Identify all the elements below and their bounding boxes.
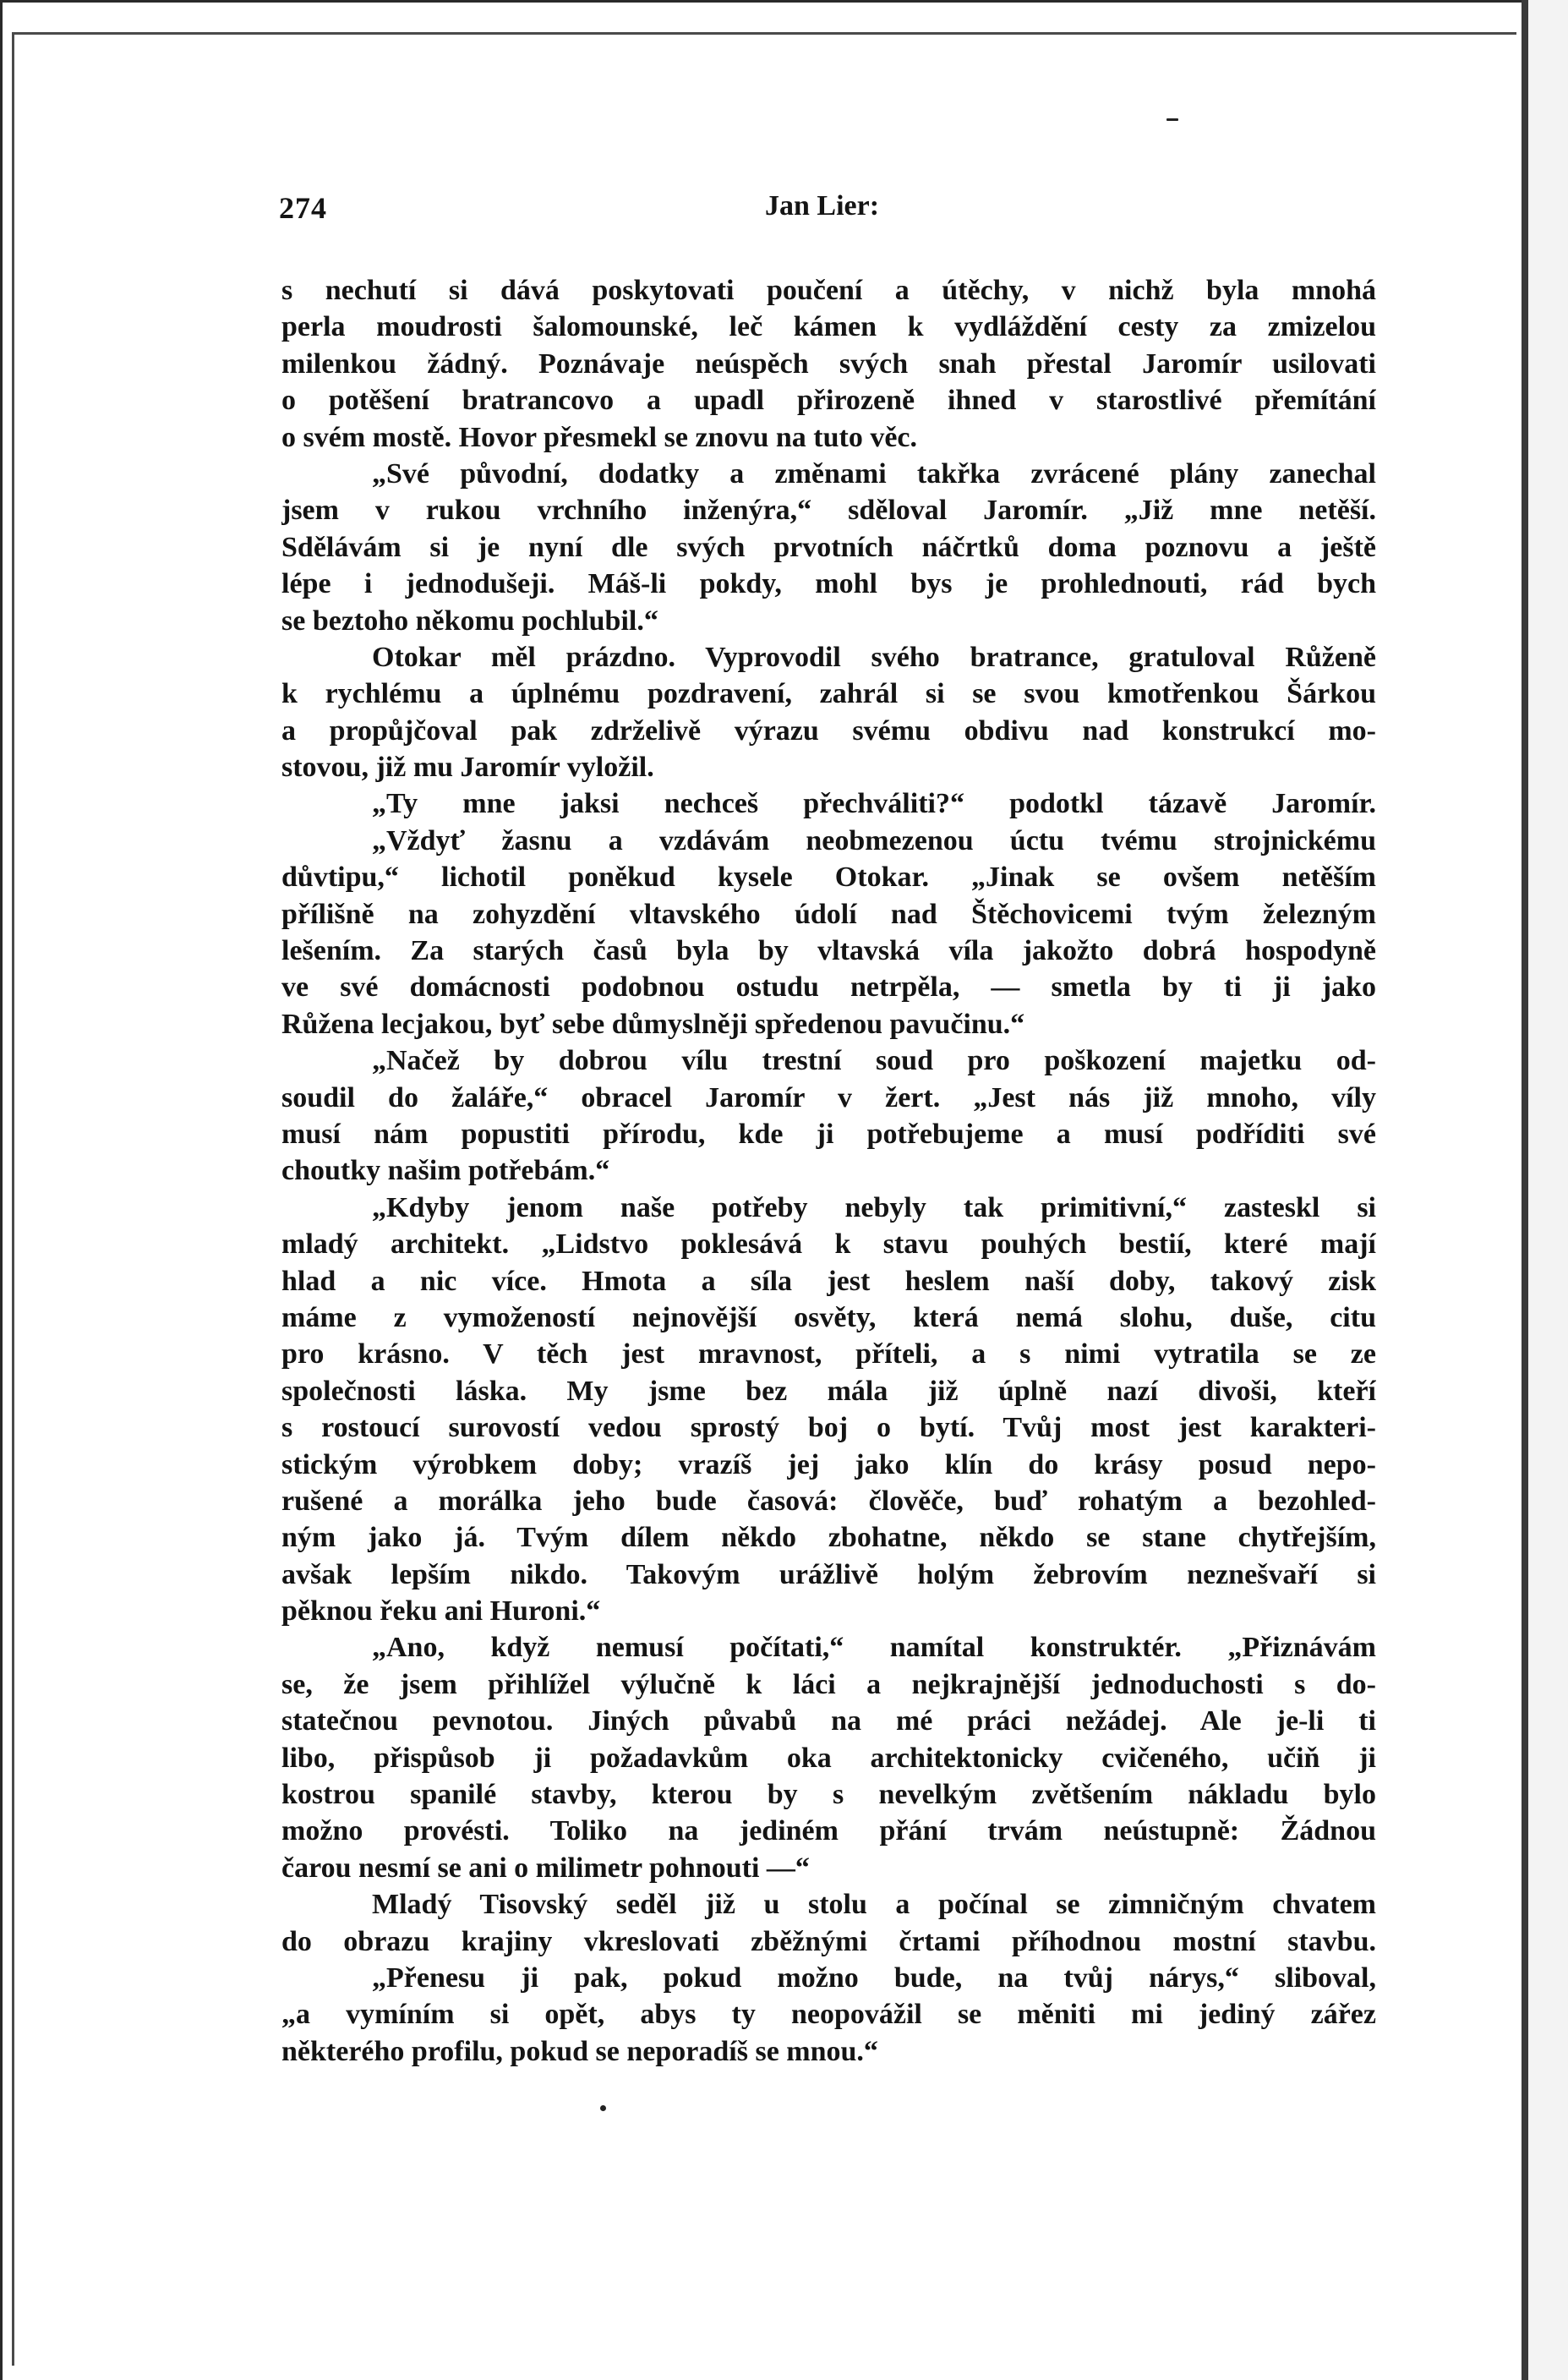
text-line: o potěšení bratrancovo a upadl přirozeně ihned v starostlivé přemítání <box>281 385 1376 417</box>
text-line: k rychlému a úplnému pozdravení, zahrál si se svou kmotřenkou Šárkou <box>281 678 1376 710</box>
text-line: kostrou spanilé stavby, kterou by s nevelkým zvětšením nákladu bylo <box>281 1779 1376 1811</box>
text-line: s rostoucí surovostí vedou sprostý boj o bytí. Tvůj most jest karakteri- <box>281 1412 1376 1444</box>
page-right-edge <box>1522 0 1528 2380</box>
text-line: libo, přispůsob ji požadavkům oka architektonicky cvičeného, učiň ji <box>281 1742 1376 1774</box>
text-line: s nechutí si dává poskytovati poučení a útěchy, v nichž byla mnohá <box>281 275 1376 306</box>
text-line: „Přenesu ji pak, pokud možno bude, na tvůj nárys,“ sliboval, <box>372 1961 1376 1994</box>
text-line: do obrazu krajiny vkreslovati zběžnými črtami příhodnou mostní stavbu. <box>281 1925 1376 1957</box>
text-line: statečnou pevnotou. Jiných půvabů na mé práci nežádej. Ale je-li ti <box>281 1705 1376 1737</box>
ink-speck <box>1166 118 1178 121</box>
text-line: perla moudrosti šalomounské, leč kámen k vydláždění cesty za zmizelou <box>281 311 1376 343</box>
text-line: Otokar měl prázdno. Vyprovodil svého bratrance, gratuloval Růženě <box>372 641 1376 673</box>
text-line: „Kdyby jenom naše potřeby nebyly tak primitivní,“ zasteskl si <box>372 1191 1376 1223</box>
text-line: stickým výrobkem doby; vrazíš jej jako klín do krásy posud nepo- <box>281 1448 1376 1480</box>
text-line: jsem v rukou vrchního inženýra,“ sděloval Jaromír. „Již mne netěší. <box>281 495 1376 527</box>
text-line: milenkou žádný. Poznávaje neúspěch svých snah přestal Jaromír usilovati <box>281 347 1376 380</box>
text-line: pro krásno. V těch jest mravnost, příteli, a s nimi vytratila se ze <box>281 1338 1376 1371</box>
text-line: „Ty mne jaksi nechceš přechváliti?“ podotkl tázavě Jaromír. <box>372 788 1376 820</box>
text-line: společnosti láska. My jsme bez mála již úplně nazí divoši, kteří <box>281 1375 1376 1407</box>
text-line: choutky našim potřebám.“ <box>281 1155 610 1187</box>
text-line: lépe i jednodušeji. Máš-li pokdy, mohl bys je prohlednouti, rád bych <box>281 568 1376 600</box>
text-line: lešením. Za starých časů byla by vltavská víla jakožto dobrá hospodyně <box>281 935 1376 967</box>
text-line: důvtipu,“ lichotil poněkud kysele Otokar. „Jinak se ovšem netěším <box>281 862 1376 894</box>
page-number: 274 <box>279 191 327 225</box>
text-line: musí nám popustiti přírodu, kde ji potřebujeme a musí podříditi své <box>281 1118 1376 1150</box>
text-line: avšak lepším nikdo. Takovým urážlivě holým žebrovím neznešvaří si <box>281 1558 1376 1590</box>
text-line: „Načež by dobrou vílu trestní soud pro poškození majetku od- <box>372 1045 1376 1077</box>
scan-margin <box>1528 0 1568 2380</box>
text-line: ným jako já. Tvým dílem někdo zbohatne, někdo se stane chytřejším, <box>281 1522 1376 1554</box>
text-line: se beztoho někomu pochlubil.“ <box>281 605 658 637</box>
text-line: některého profilu, pokud se neporadíš se mnou.“ <box>281 2035 878 2067</box>
text-line: ve své domácnosti podobnou ostudu netrpěla, — smetla by ti ji jako <box>281 971 1376 1004</box>
text-line: čarou nesmí se ani o milimetr pohnouti —“ <box>281 1852 810 1884</box>
text-line: Sdělávám si je nyní dle svých prvotních náčrtků doma poznovu a ještě <box>281 531 1376 563</box>
text-line: Mladý Tisovský seděl již u stolu a počínal se zimničným chvatem <box>372 1889 1376 1921</box>
body-text <box>281 272 1376 2070</box>
text-line: přílišně na zohyzdění vltavského údolí nad Štěchovicemi tvým železným <box>281 898 1376 930</box>
text-line: „Ano, když nemusí počítati,“ namítal konstruktér. „Přiznávám <box>372 1632 1376 1664</box>
ink-speck <box>600 2105 606 2111</box>
text-line: stovou, již mu Jaromír vyložil. <box>281 752 654 784</box>
text-line: „Své původní, dodatky a změnami takřka zvrácené plány zanechal <box>372 457 1376 490</box>
text-line: se, že jsem přihlížel výlučně k láci a nejkrajnější jednoduchosti s do- <box>281 1668 1376 1700</box>
text-line: „a vymíním si opět, abys ty neopovážil se měniti mi jediný zářez <box>281 1999 1376 2031</box>
running-head <box>279 190 1399 233</box>
text-line: hlad a nic více. Hmota a síla jest heslem naší doby, takový zisk <box>281 1265 1376 1297</box>
text-line: pěknou řeku ani Huroni.“ <box>281 1595 601 1628</box>
text-line: mladý architekt. „Lidstvo poklesává k stavu pouhých bestií, které mají <box>281 1228 1376 1261</box>
text-line: rušené a morálka jeho bude časová: člověče, buď rohatým a bezohled- <box>281 1485 1376 1517</box>
text-line: soudil do žaláře,“ obracel Jaromír v žert. „Jest nás již mnoho, víly <box>281 1081 1376 1113</box>
text-line: možno provésti. Toliko na jediném přání trvám neústupně: Žádnou <box>281 1815 1376 1847</box>
page-top-edge <box>12 32 1516 35</box>
text-line: o svém mostě. Hovor přesmekl se znovu na tuto věc. <box>281 421 918 453</box>
text-line: máme z vymožeností nejnovější osvěty, která nemá slohu, duše, citu <box>281 1301 1376 1333</box>
running-title: Jan Lier: <box>765 190 880 222</box>
text-line: a propůjčoval pak zdrželivě výrazu svému obdivu nad konstrukcí mo- <box>281 714 1376 747</box>
text-line: Růžena lecjakou, byť sebe důmyslněji spředenou pavučinu.“ <box>281 1008 1025 1040</box>
page-left-edge <box>12 32 14 2366</box>
text-line: „Vždyť žasnu a vzdávám neobmezenou úctu tvému strojnickému <box>372 824 1376 856</box>
